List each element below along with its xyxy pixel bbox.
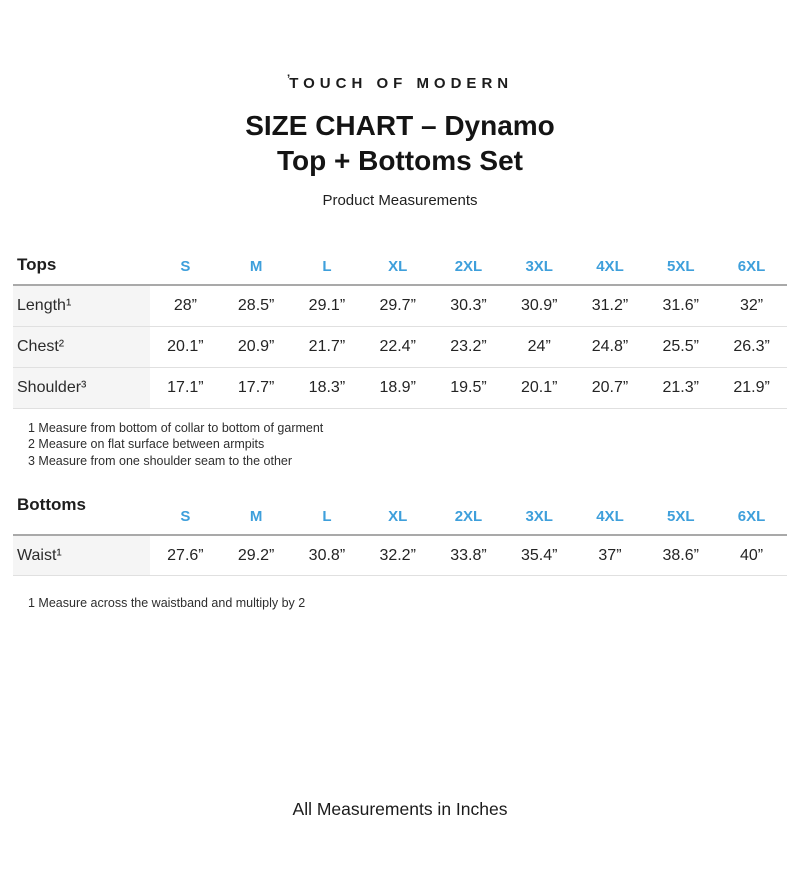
measurement-cell: 24.8”	[575, 326, 646, 367]
measurement-cell: 30.8”	[292, 535, 363, 576]
measurement-cell: 20.9”	[221, 326, 292, 367]
size-header-m: M	[221, 494, 292, 535]
table-row-chest	[13, 326, 787, 367]
size-header-4xl: 4XL	[575, 240, 646, 285]
measurement-cell: 21.7”	[292, 326, 363, 367]
tops-footnotes	[28, 420, 800, 470]
bottoms-header-row	[13, 494, 787, 535]
footnote: 2 Measure on flat surface between armpits	[28, 437, 265, 452]
measurement-cell: 31.6”	[645, 285, 716, 326]
measurement-cell: 32”	[716, 285, 787, 326]
size-header-xl: XL	[362, 240, 433, 285]
size-header-2xl: 2XL	[433, 240, 504, 285]
measurement-cell: 28”	[150, 285, 221, 326]
measurement-cell: 20.1”	[150, 326, 221, 367]
measurement-cell: 30.3”	[433, 285, 504, 326]
measurement-cell: 21.3”	[645, 367, 716, 408]
row-label-chest: Chest²	[13, 326, 150, 367]
tops-header-row	[13, 240, 787, 285]
size-header-s: S	[150, 494, 221, 535]
measurement-cell: 38.6”	[645, 535, 716, 576]
size-header-2xl: 2XL	[433, 494, 504, 535]
size-header-3xl: 3XL	[504, 494, 575, 535]
measurement-cell: 20.1”	[504, 367, 575, 408]
size-header-5xl: 5XL	[645, 240, 716, 285]
measurement-cell: 20.7”	[575, 367, 646, 408]
measurement-cell: 23.2”	[433, 326, 504, 367]
measurement-cell: 24”	[504, 326, 575, 367]
measurement-cell: 31.2”	[575, 285, 646, 326]
size-header-5xl: 5XL	[645, 494, 716, 535]
measurement-cell: 21.9”	[716, 367, 787, 408]
bottoms-footnotes	[28, 595, 800, 612]
measurement-cell: 29.2”	[221, 535, 292, 576]
size-header-4xl: 4XL	[575, 494, 646, 535]
bottoms-section-label: Bottoms	[13, 494, 150, 535]
measurement-cell: 32.2”	[362, 535, 433, 576]
row-label-shoulder: Shoulder³	[13, 367, 150, 408]
table-row-waist	[13, 535, 787, 576]
footnote: 1 Measure from bottom of collar to bottom of garment	[28, 420, 324, 435]
measurement-cell: 19.5”	[433, 367, 504, 408]
measurement-cell: 29.7”	[362, 285, 433, 326]
brand-logo	[0, 72, 800, 92]
tops-table-header	[13, 240, 787, 285]
size-chart-page	[0, 72, 800, 872]
measurement-cell: 26.3”	[716, 326, 787, 367]
measurement-cell: 35.4”	[504, 535, 575, 576]
size-header-l: L	[292, 240, 363, 285]
measurement-cell: 28.5”	[221, 285, 292, 326]
table-row-length	[13, 285, 787, 326]
row-label-length: Length¹	[13, 285, 150, 326]
bottoms-table-header	[13, 494, 787, 535]
size-header-s: S	[150, 240, 221, 285]
size-header-6xl: 6XL	[716, 494, 787, 535]
logo-tick-mark: ʼ	[286, 72, 291, 86]
brand-logo-text: TOUCH OF MODERN	[289, 75, 514, 92]
table-row-shoulder	[13, 367, 787, 408]
size-header-3xl: 3XL	[504, 240, 575, 285]
bottoms-measurements-table	[13, 494, 787, 577]
page-title	[0, 108, 800, 178]
measurement-cell: 17.7”	[221, 367, 292, 408]
measurement-cell: 33.8”	[433, 535, 504, 576]
tops-section-label: Tops	[13, 240, 150, 285]
size-header-6xl: 6XL	[716, 240, 787, 285]
measurement-cell: 18.9”	[362, 367, 433, 408]
tops-measurements-table	[13, 240, 787, 409]
measurement-cell: 29.1”	[292, 285, 363, 326]
footnote: 1 Measure across the waistband and multiply by 2	[28, 596, 306, 611]
page-title-line2: Top + Bottoms Set	[276, 145, 524, 176]
page-subtitle: Product Measurements	[322, 192, 478, 209]
row-label-waist: Waist¹	[13, 535, 150, 576]
page-title-line1: SIZE CHART – Dynamo	[245, 110, 555, 141]
measurement-cell: 25.5”	[645, 326, 716, 367]
size-header-xl: XL	[362, 494, 433, 535]
measurement-cell: 17.1”	[150, 367, 221, 408]
measurement-cell: 18.3”	[292, 367, 363, 408]
size-header-l: L	[292, 494, 363, 535]
measurement-cell: 27.6”	[150, 535, 221, 576]
measurement-cell: 22.4”	[362, 326, 433, 367]
footnote: 3 Measure from one shoulder seam to the other	[28, 454, 293, 468]
measurement-cell: 37”	[575, 535, 646, 576]
size-header-m: M	[221, 240, 292, 285]
measurement-cell: 30.9”	[504, 285, 575, 326]
footer-note: All Measurements in Inches	[292, 799, 508, 819]
measurement-cell: 40”	[716, 535, 787, 576]
